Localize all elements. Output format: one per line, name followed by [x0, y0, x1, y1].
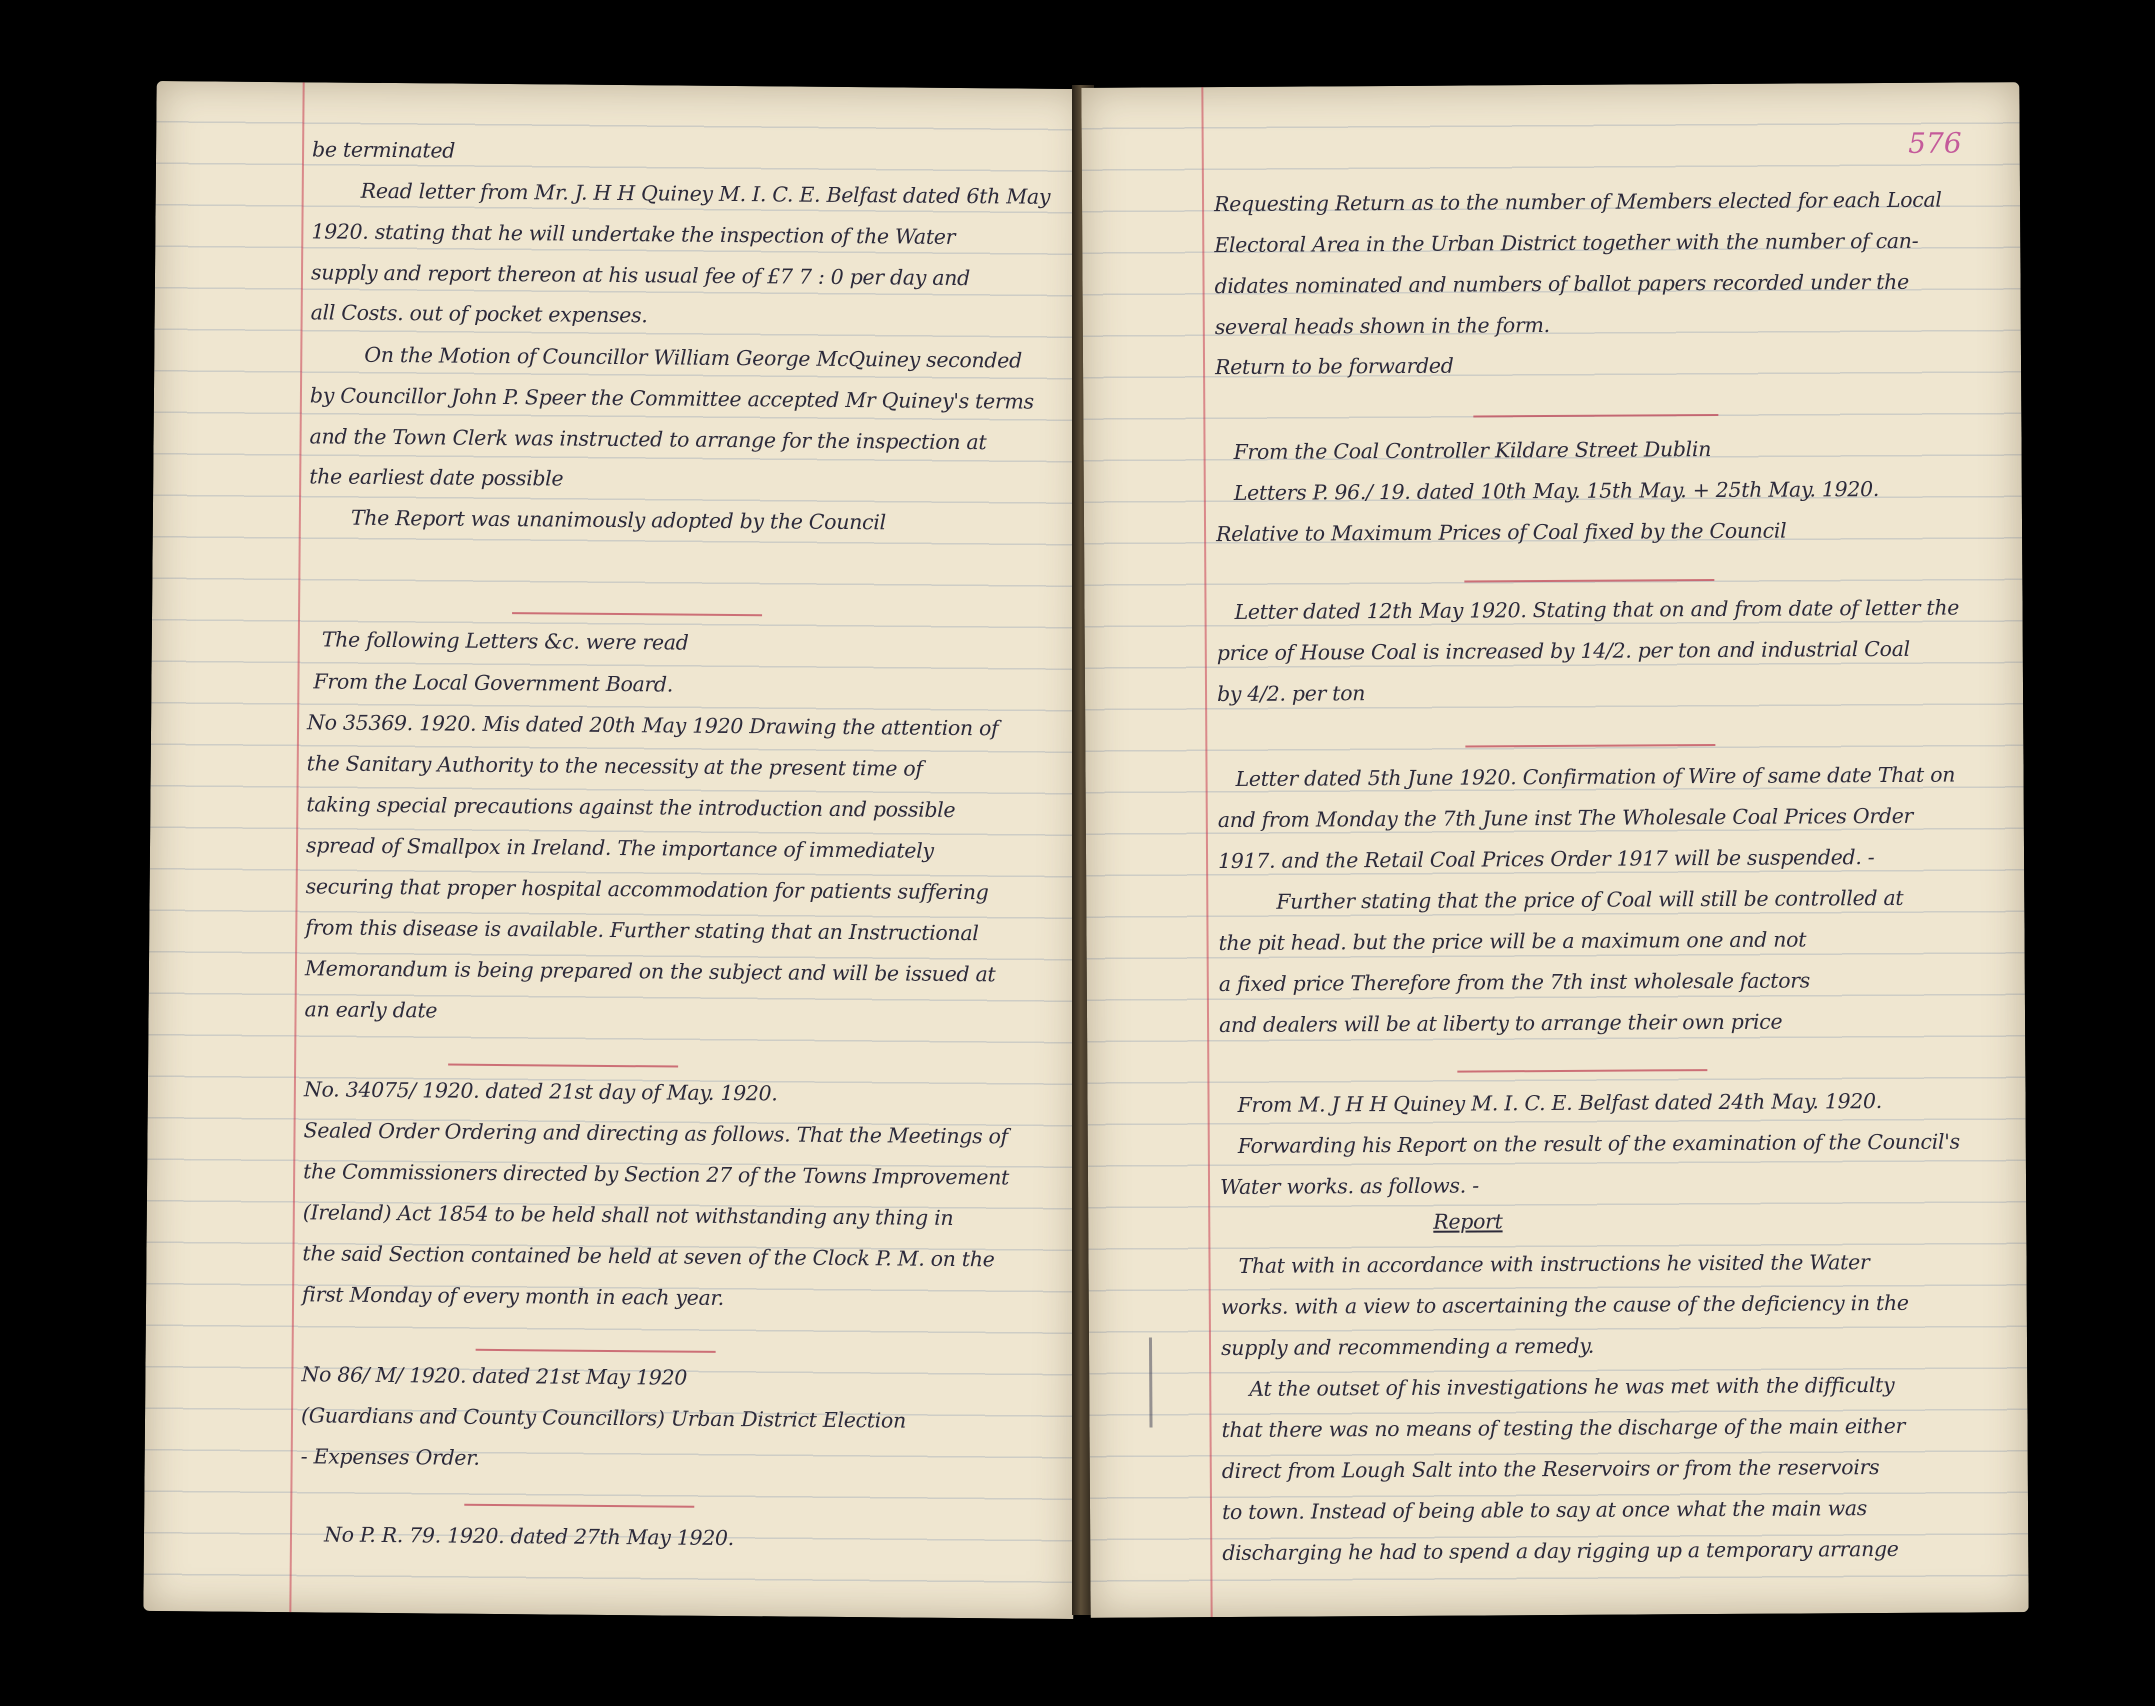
text-line: (Guardians and County Councillors) Urban District Election — [300, 1403, 907, 1433]
text-line: Return to be forwarded — [1214, 353, 1454, 380]
section-divider — [476, 1349, 716, 1353]
text-line: supply and recommending a remedy. — [1220, 1333, 1595, 1361]
text-line: to town. Instead of being able to say at once what the main was — [1221, 1496, 1867, 1525]
text-line: a fixed price Therefore from the 7th inst wholesale factors — [1218, 968, 1811, 997]
text-line: securing that proper hospital accommodation for patients suffering — [305, 874, 989, 905]
text-line: supply and report thereon at his usual fee of £7 7 : 0 per day and — [310, 260, 971, 291]
text-line: 1920. stating that he will undertake the inspection of the Water — [311, 219, 956, 249]
text-line: Sealed Order Ordering and directing as follows. That the Meetings of — [303, 1118, 1009, 1149]
text-line: Letter dated 12th May 1920. Stating that on and from date of letter the — [1234, 595, 1960, 624]
text-line: Further stating that the price of Coal will still be controlled at — [1276, 885, 1904, 914]
text-line: the pit head. but the price will be a maximum one and not — [1218, 927, 1807, 956]
text-line: No 35369. 1920. Mis dated 20th May 1920 Drawing the attention of — [306, 710, 999, 741]
text-line: discharging he had to spend a day rigging up a temporary arrange — [1222, 1536, 1899, 1566]
report-heading: Report — [1433, 1209, 1503, 1234]
text-line: No 86/ M/ 1920. dated 21st May 1920 — [301, 1362, 688, 1390]
text-line: and dealers will be at liberty to arrange their own price — [1218, 1009, 1783, 1038]
section-divider — [464, 1504, 694, 1508]
text-line: No. 34075/ 1920. dated 21st day of May. 1920. — [303, 1077, 778, 1106]
text-line: From M. J H H Quiney M. I. C. E. Belfast dated 24th May. 1920. — [1237, 1089, 1883, 1117]
text-line: first Monday of every month in each year. — [302, 1282, 725, 1310]
text-line: Letters P. 96./ 19. dated 10th May. 15th May. + 25th May. 1920. — [1233, 477, 1880, 505]
section-divider — [1473, 414, 1718, 417]
section-divider — [448, 1064, 678, 1068]
text-line: No P. R. 79. 1920. dated 27th May 1920. — [323, 1522, 735, 1551]
text-line: be terminated — [311, 137, 456, 163]
text-line: At the outset of his investigations he was met with the difficulty — [1249, 1372, 1895, 1401]
text-line: That with in accordance with instructions he visited the Water — [1238, 1250, 1870, 1278]
section-divider — [1457, 1069, 1707, 1073]
text-line: 1917. and the Retail Coal Prices Order 1917 will be suspended. - — [1217, 845, 1875, 874]
text-line: The Report was unanimously adopted by the Council — [350, 505, 886, 535]
section-divider — [1465, 744, 1715, 748]
text-line: and the Town Clerk was instructed to arrange for the inspection at — [309, 424, 987, 455]
text-line: didates nominated and numbers of ballot papers recorded under the — [1214, 269, 1909, 299]
text-line: the Commissioners directed by Section 27 of the Towns Improvement — [303, 1159, 1010, 1190]
text-line: - Expenses Order. — [300, 1444, 480, 1470]
text-line: spread of Smallpox in Ireland. The importance of immediately — [305, 833, 934, 863]
text-line: On the Motion of Councillor William George McQuiney seconded — [364, 342, 1022, 373]
text-line: Forwarding his Report on the result of the examination of the Council's — [1237, 1129, 1960, 1158]
text-line: (Ireland) Act 1854 to be held shall not withstanding any thing in — [302, 1200, 954, 1230]
section-divider — [512, 612, 762, 616]
text-line: by 4/2. per ton — [1216, 681, 1366, 707]
text-line: from this disease is available. Further stating that an Instructional — [305, 915, 979, 946]
text-line: an early date — [304, 997, 438, 1023]
text-line: works. with a view to ascertaining the cause of the deficiency in the — [1220, 1290, 1909, 1320]
text-line: Read letter from Mr. J. H H Quiney M. I. C. E. Belfast dated 6th May — [360, 178, 1051, 209]
margin-mark — [1149, 1337, 1153, 1427]
text-line: Water works. as follows. - — [1219, 1173, 1479, 1200]
text-line: From the Coal Controller Kildare Street Dublin — [1233, 437, 1712, 464]
text-line: the said Section contained be held at seven of the Clock P. M. on the — [302, 1241, 995, 1272]
text-line: From the Local Government Board. — [313, 669, 674, 697]
text-line: and from Monday the 7th June inst The Wholesale Coal Prices Order — [1217, 803, 1914, 833]
text-line: several heads shown in the form. — [1214, 313, 1550, 340]
left-page — [143, 81, 1086, 1619]
text-line: Relative to Maximum Prices of Coal fixed by the Council — [1215, 518, 1787, 547]
text-line: Letter dated 5th June 1920. Confirmation of Wire of same date That on — [1235, 762, 1956, 791]
text-line: The following Letters &c. were read — [321, 627, 689, 655]
page-number: 576 — [1908, 126, 1962, 160]
right-margin-line — [1201, 87, 1212, 1617]
text-line: the earliest date possible — [309, 464, 564, 491]
text-line: by Councillor John P. Speer the Committee accepted Mr Quiney's terms — [309, 383, 1034, 414]
text-line: direct from Lough Salt into the Reservoirs or from the reservoirs — [1221, 1455, 1880, 1484]
text-line: Requesting Return as to the number of Members elected for each Local — [1213, 187, 1942, 217]
text-line: taking special precautions against the introduction and possible — [306, 792, 956, 822]
text-line: Electoral Area in the Urban District together with the number of can- — [1214, 228, 1919, 258]
text-line: all Costs. out of pocket expenses. — [310, 300, 648, 328]
right-page — [1081, 82, 2028, 1618]
text-line: Memorandum is being prepared on the subject and will be issued at — [304, 956, 996, 987]
text-line: price of House Coal is increased by 14/2. per ton and industrial Coal — [1216, 636, 1910, 666]
left-page-text — [157, 81, 1087, 1551]
section-divider — [1464, 579, 1714, 583]
text-line: that there was no means of testing the discharge of the main either — [1221, 1413, 1906, 1443]
text-line: the Sanitary Authority to the necessity at the present time of — [306, 751, 923, 781]
ledger-book — [150, 85, 2030, 1615]
